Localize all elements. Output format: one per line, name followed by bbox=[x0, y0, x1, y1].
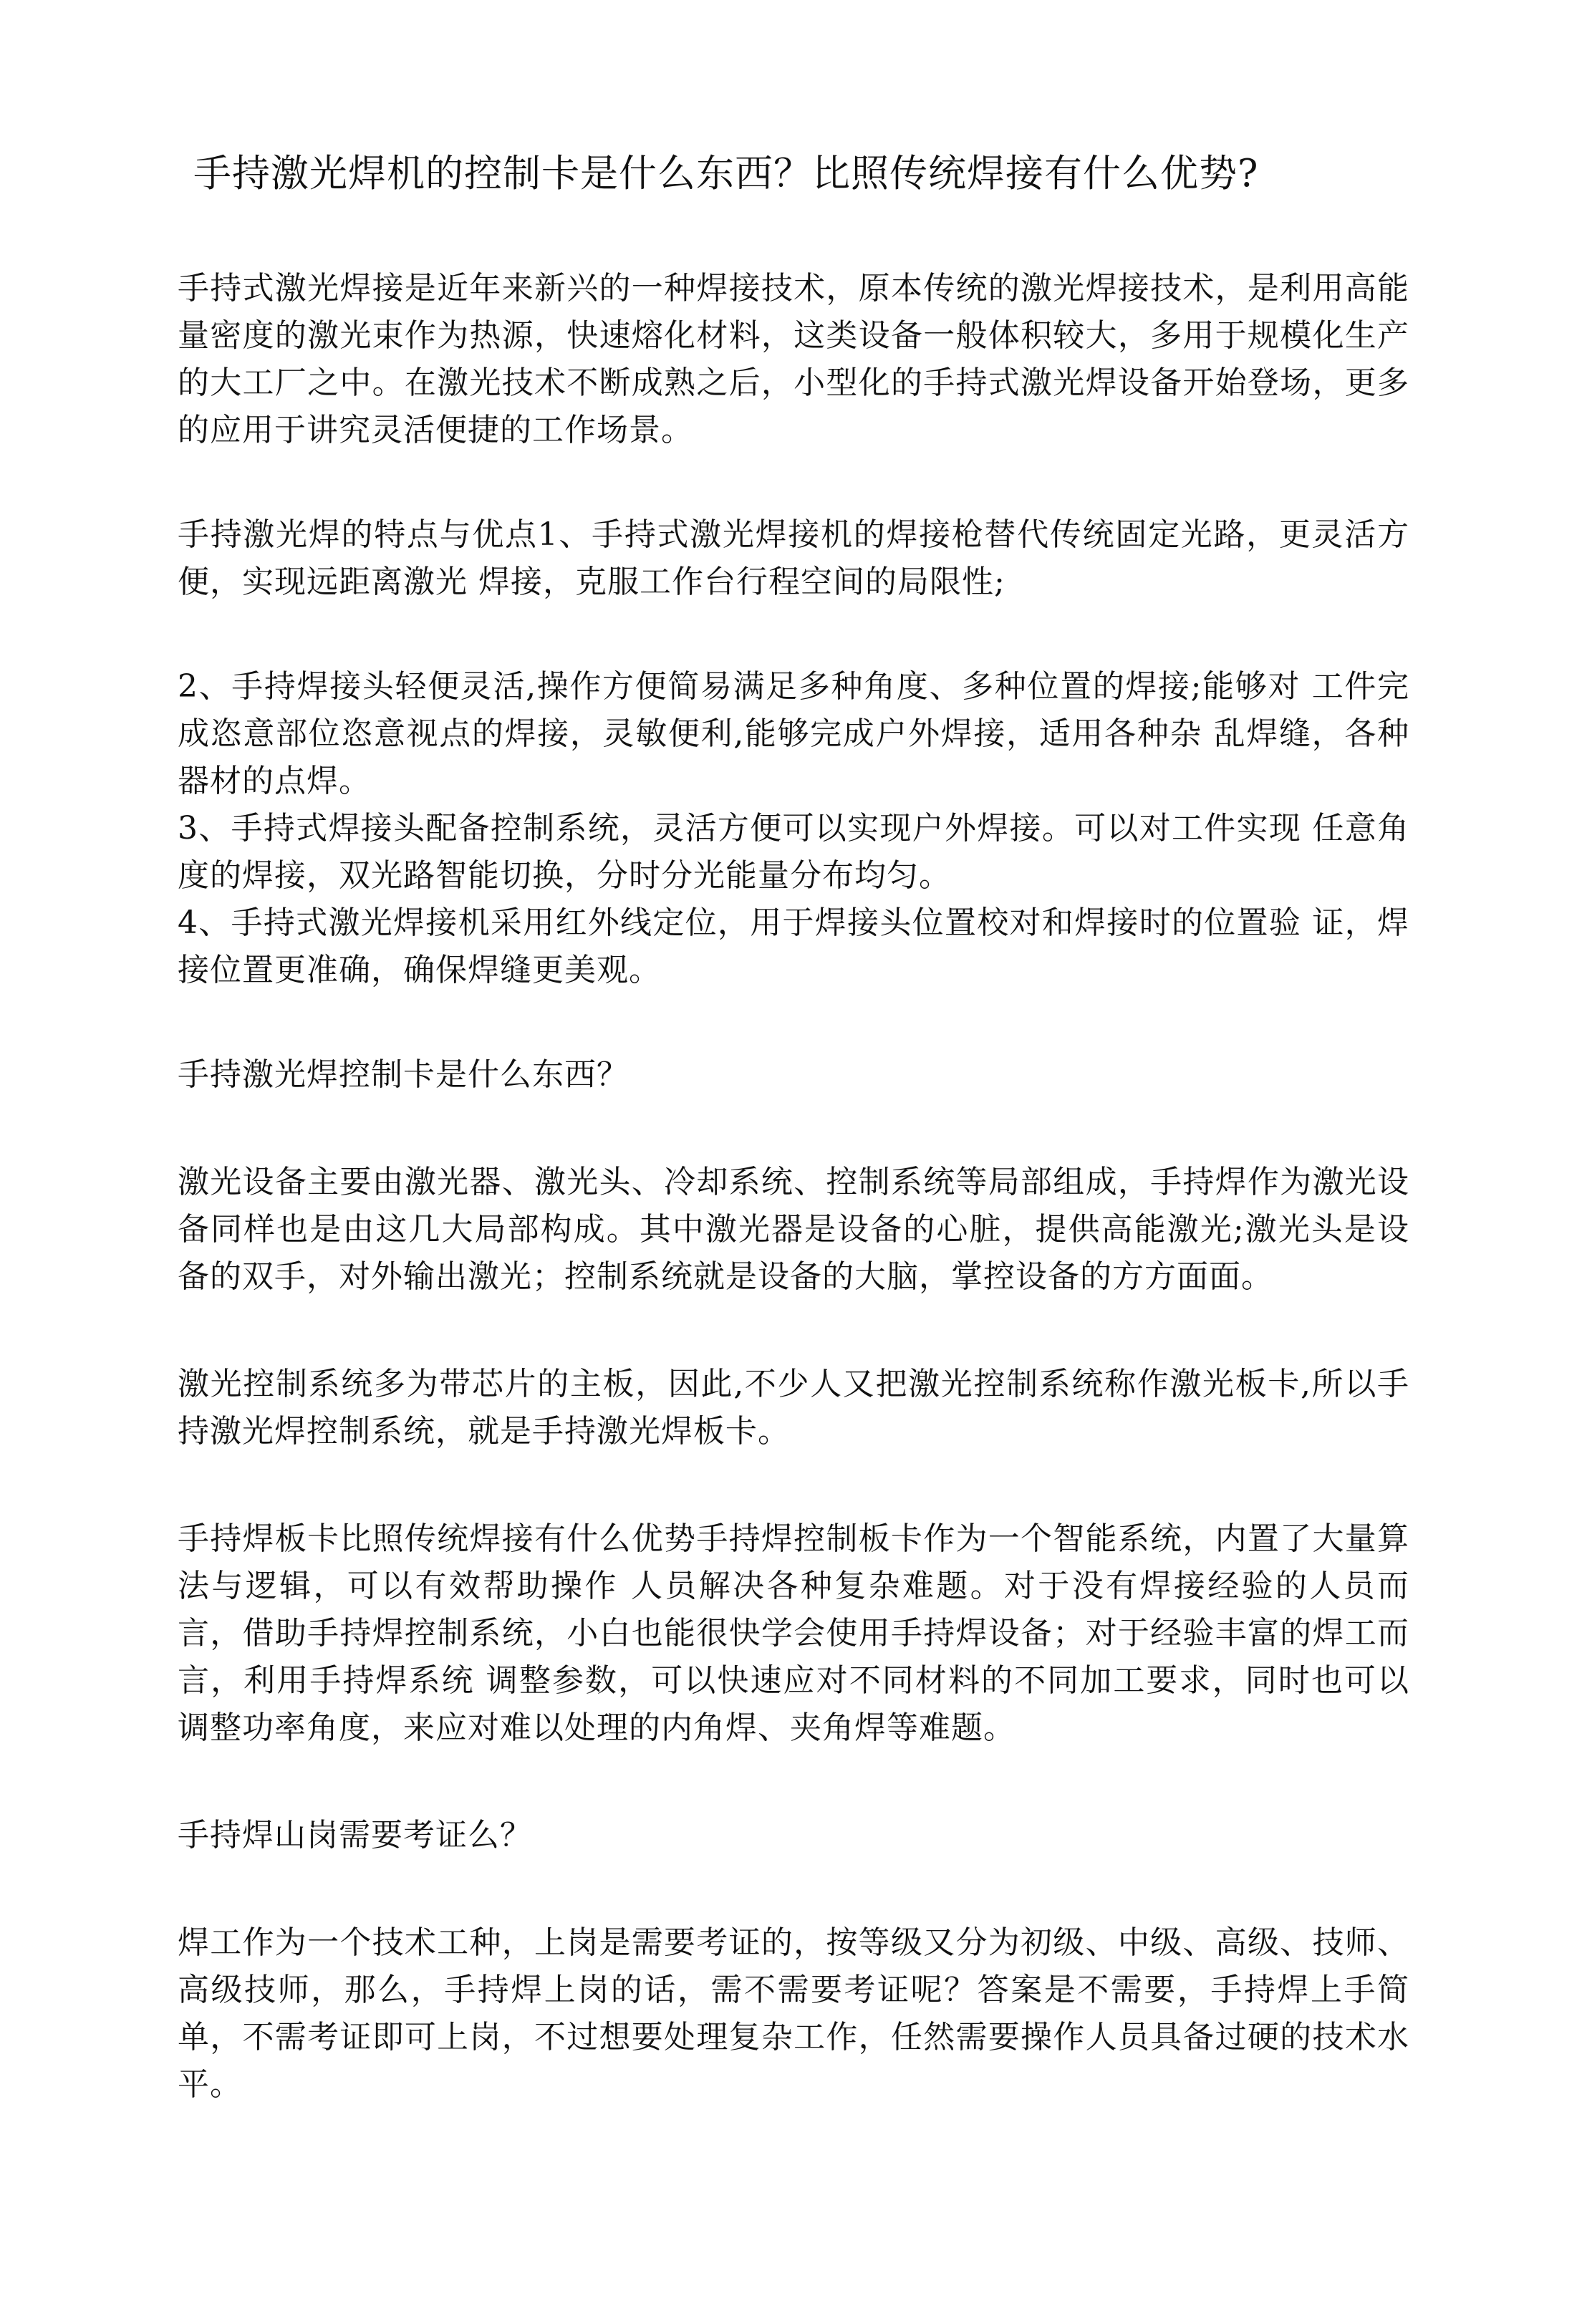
paragraph-laser-equipment: 激光设备主要由激光器、激光头、冷却系统、控制系统等局部组成，手持焊作为激光设备同样也是由这几大局部构成。其中激光器是设备的心脏，提供高能激光;激光头是设备的双手，对外输出激光；控制系统就是设备的大脑，掌控设备的方方面面。 bbox=[178, 1164, 1409, 1295]
paragraph-features-2: 2、手持焊接头轻便灵活,操作方便简易满足多种角度、多种位置的焊接;能够对 工件完成恣意部位恣意视点的焊接，灵敏便利,能够完成户外焊接，适用各种杂 乱焊缝，各种器材的点焊。 bbox=[178, 668, 1409, 799]
paragraph-features-4: 4、手持式激光焊接机采用红外线定位，用于焊接头位置校对和焊接时的位置验 证，焊接位置更准确，确保焊缝更美观。 bbox=[178, 905, 1409, 988]
paragraph-control-system: 激光控制系统多为带芯片的主板，因此,不少人又把激光控制系统称作激光板卡,所以手持激光焊控制系统，就是手持激光焊板卡。 bbox=[178, 1366, 1409, 1450]
section-heading-certificate: 手持焊山岗需要考证么？ bbox=[178, 1817, 532, 1853]
paragraph-features-1: 手持激光焊的特点与优点1、手持式激光焊接机的焊接枪替代传统固定光路，更灵活方便，实现远距离激光 焊接，克服工作台行程空间的局限性; bbox=[178, 516, 1409, 600]
paragraph-features-3: 3、手持式焊接头配备控制系统，灵活方便可以实现户外焊接。可以对工件实现 任意角度的焊接，双光路智能切换，分时分光能量分布均匀。 bbox=[178, 810, 1409, 894]
document-title: 手持激光焊机的控制卡是什么东西？比照传统焊接有什么优势? bbox=[193, 152, 1259, 196]
document-body bbox=[178, 265, 1409, 2108]
paragraph-advantages: 手持焊板卡比照传统焊接有什么优势手持焊控制板卡作为一个智能系统，内置了大量算法与逻辑，可以有效帮助操作 人员解决各种复杂难题。对于没有焊接经验的人员而言，借助手持焊控制系统，小白也能很快学会使用手持焊设备；对于经验丰富的焊工而言，利用手持焊系统 调整参数，可以快速应对不同材料的不同加工要求，同时也可以调整功率角度，来应对难以处理的内角焊、夹角焊等难题。 bbox=[178, 1520, 1409, 1746]
paragraph-certificate: 焊工作为一个技术工种，上岗是需要考证的，按等级又分为初级、中级、高级、技师、高级技师，那么，手持焊上岗的话，需不需要考证呢？答案是不需要，手持焊上手简单，不需考证即可上岗，不过想要处理复杂工作，任然需要操作人员具备过硬的技术水平。 bbox=[178, 1924, 1409, 2103]
section-heading-control-card: 手持激光焊控制卡是什么东西？ bbox=[178, 1056, 629, 1093]
paragraph-intro: 手持式激光焊接是近年来新兴的一种焊接技术，原本传统的激光焊接技术，是利用高能量密度的激光束作为热源，快速熔化材料，这类设备一般体积较大，多用于规模化生产的大工厂之中。在激光技术不断成熟之后，小型化的手持式激光焊设备开始登场，更多的应用于讲究灵活便捷的工作场景。 bbox=[178, 270, 1409, 448]
